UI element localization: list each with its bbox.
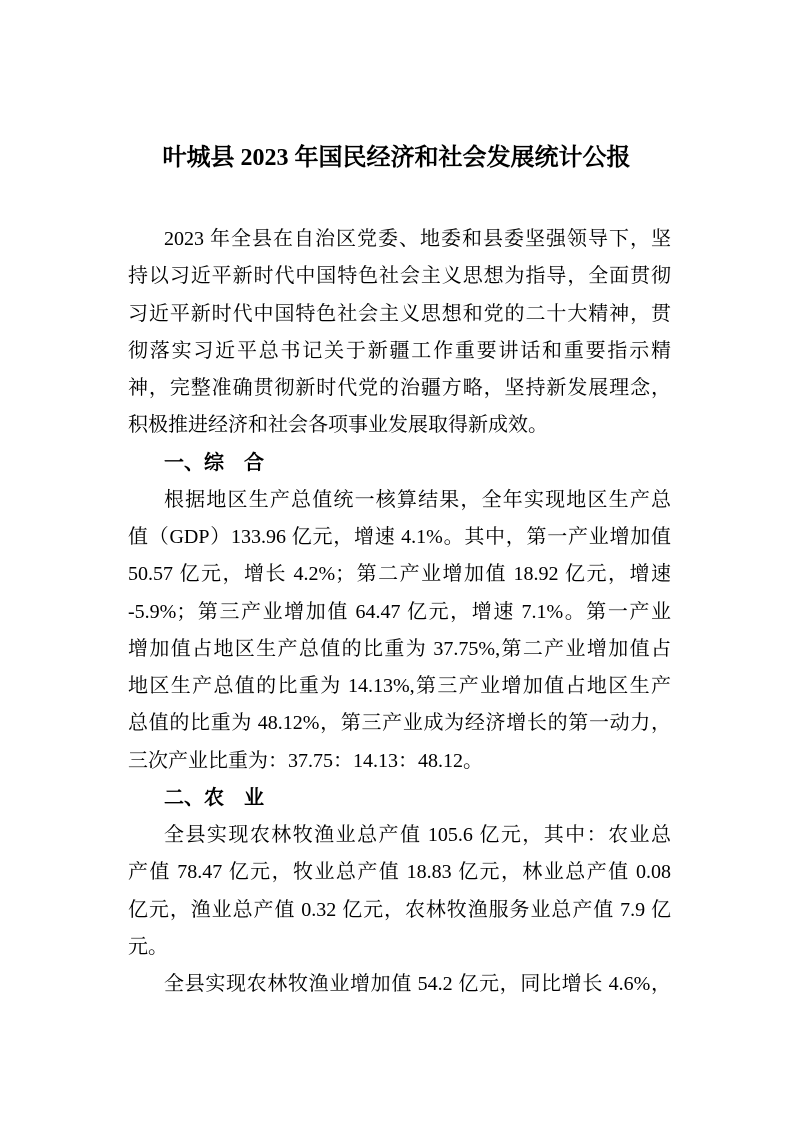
document-title: 叶城县 2023 年国民经济和社会发展统计公报 — [162, 145, 631, 171]
paragraph-line: 值（GDP）133.96 亿元，增速 4.1%。其中，第一产业增加值 — [128, 526, 671, 548]
paragraph-line: 持以习近平新时代中国特色社会主义思想为指导，全面贯彻 — [128, 265, 671, 288]
paragraph-line: 元。 — [128, 935, 168, 958]
section-heading-comprehensive: 一、综 合 — [164, 451, 264, 474]
paragraph-line: 全县实现农林牧渔业总产值 105.6 亿元，其中：农业总 — [164, 824, 671, 846]
intro-paragraph — [128, 221, 671, 445]
paragraph-line: 总值的比重为 48.12%，第三产业成为经济增长的第一动力， — [128, 712, 671, 735]
paragraph-line: 50.57 亿元，增长 4.2%；第二产业增加值 18.92 亿元，增速 — [128, 563, 671, 586]
paragraph-line: 积极推进经济和社会各项事业发展取得新成效。 — [128, 414, 548, 437]
paragraph-line: 2023 年全县在自治区党委、地委和县委坚强领导下，坚 — [164, 228, 671, 250]
paragraph-line: 产值 78.47 亿元，牧业总产值 18.83 亿元，林业总产值 0.08 — [128, 861, 671, 884]
comprehensive-paragraph — [128, 482, 671, 780]
paragraph-line: 地区生产总值的比重为 14.13%,第三产业增加值占地区生产 — [128, 675, 671, 697]
section-heading-agriculture: 二、农 业 — [164, 786, 264, 809]
paragraph-line: 彻落实习近平总书记关于新疆工作重要讲话和重要指示精 — [128, 339, 671, 362]
paragraph-line: 亿元，渔业总产值 0.32 亿元，农林牧渔服务业总产值 7.9 亿 — [128, 898, 671, 921]
paragraph-line: 神，完整准确贯彻新时代党的治疆方略，坚持新发展理念， — [128, 377, 671, 399]
document-body — [128, 221, 671, 1003]
paragraph-line: 增加值占地区生产总值的比重为 37.75%,第二产业增加值占 — [128, 637, 671, 660]
paragraph-line: 习近平新时代中国特色社会主义思想和党的二十大精神，贯 — [128, 302, 671, 325]
paragraph-line: 根据地区生产总值统一核算结果，全年实现地区生产总 — [164, 488, 671, 511]
paragraph-line: 全县实现农林牧渔业增加值 54.2 亿元，同比增长 4.6%， — [164, 973, 671, 995]
paragraph-line: 三次产业比重为：37.75：14.13：48.12。 — [128, 749, 483, 772]
paragraph-line: -5.9%；第三产业增加值 64.47 亿元，增速 7.1%。第一产业 — [128, 600, 671, 623]
agriculture-paragraph-output — [128, 817, 671, 966]
agriculture-paragraph-value-added — [128, 966, 671, 1003]
